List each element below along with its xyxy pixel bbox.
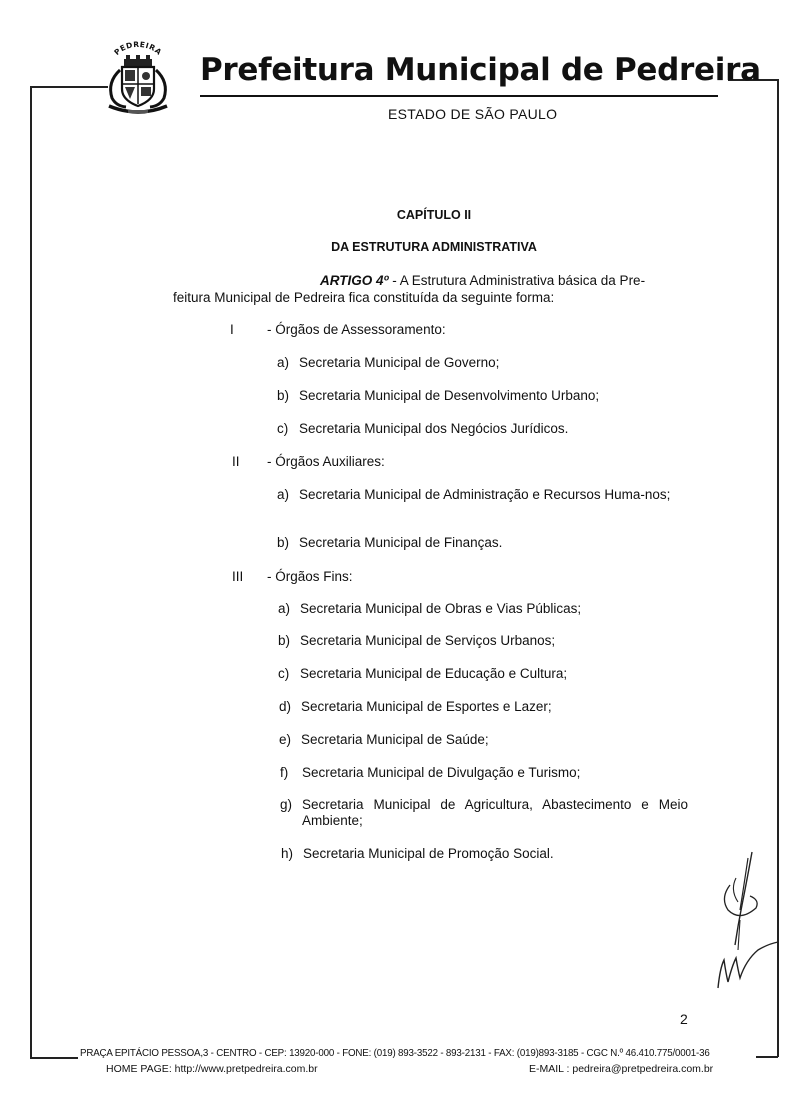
page-number: 2 <box>680 1011 688 1027</box>
item-marker: d) <box>279 699 292 714</box>
frame-top-left <box>30 86 108 88</box>
article-text-2: feitura Municipal de Pedreira fica constituída da seguinte forma: <box>173 290 555 305</box>
svg-text:PEDREIRA <box>112 40 163 57</box>
page-title: Prefeitura Municipal de Pedreira <box>200 52 761 88</box>
signature-icon <box>700 850 790 1000</box>
seal-text: PEDREIRA <box>112 40 164 57</box>
section-title: - Órgãos de Assessoramento: <box>267 322 446 337</box>
item-text: Secretaria Municipal de Finanças. <box>299 535 503 550</box>
list-item <box>278 666 686 682</box>
frame-bottom-right <box>756 1056 778 1058</box>
list-item <box>279 732 687 748</box>
item-text: Secretaria Municipal de Educação e Cultura; <box>300 666 568 681</box>
list-item <box>280 765 688 781</box>
item-text: Secretaria Municipal de Agricultura, Abastecimento e Meio Ambiente; <box>302 797 688 828</box>
list-item <box>277 388 685 404</box>
list-item <box>278 633 686 649</box>
item-marker: b) <box>277 388 290 403</box>
item-marker: f) <box>280 765 289 780</box>
item-text: Secretaria Municipal de Divulgação e Turismo; <box>302 765 581 780</box>
item-text: Secretaria Municipal dos Negócios Jurídicos. <box>299 421 569 436</box>
item-text: Secretaria Municipal de Obras e Vias Públicas; <box>300 601 582 616</box>
section-title: - Órgãos Auxiliares: <box>267 454 385 469</box>
item-text: Secretaria Municipal de Administração e Recursos Huma-nos; <box>299 487 671 502</box>
state-name: ESTADO DE SÃO PAULO <box>388 106 558 122</box>
list-item <box>281 846 689 862</box>
item-text: Secretaria Municipal de Governo; <box>299 355 500 370</box>
section-numeral: I <box>230 322 234 337</box>
item-marker: b) <box>277 535 290 550</box>
list-item <box>277 535 685 551</box>
item-marker: h) <box>281 846 294 861</box>
item-text: Secretaria Municipal de Desenvolvimento Urbano; <box>299 388 600 403</box>
list-item <box>277 355 685 371</box>
footer-email: E-MAIL : pedreira@pretpedreira.com.br <box>529 1063 714 1075</box>
item-text: Secretaria Municipal de Promoção Social. <box>303 846 554 861</box>
item-marker: g) <box>280 797 293 812</box>
article-text-1: - A Estrutura Administrativa básica da Pre- <box>388 273 646 288</box>
item-text: Secretaria Municipal de Saúde; <box>301 732 489 747</box>
footer-home-page: HOME PAGE: http://www.pretpedreira.com.br <box>106 1063 318 1075</box>
item-marker: c) <box>278 666 290 681</box>
footer-address: PRAÇA EPITÁCIO PESSOA,3 - CENTRO - CEP: 13920-000 - FONE: (019) 893-3522 - 893-2131 - FAX: (019)893-3185 - CGC N.º 46.410.775/0001-36 <box>80 1047 710 1059</box>
chapter-title: CAPÍTULO II <box>396 208 472 222</box>
item-marker: b) <box>278 633 291 648</box>
item-marker: c) <box>277 421 289 436</box>
municipal-crest-icon <box>104 40 172 118</box>
item-marker: a) <box>277 355 290 370</box>
section-numeral: III <box>232 569 244 584</box>
frame-bottom-left <box>30 1057 78 1059</box>
chapter-subtitle: DA ESTRUTURA ADMINISTRATIVA <box>331 240 537 254</box>
item-text: Secretaria Municipal de Serviços Urbanos; <box>300 633 556 648</box>
list-item <box>280 797 688 829</box>
item-marker: a) <box>278 601 291 616</box>
article-intro <box>320 273 645 288</box>
list-item <box>279 699 687 715</box>
item-text: Secretaria Municipal de Esportes e Lazer; <box>301 699 552 714</box>
frame-left <box>30 86 32 1058</box>
list-item <box>278 601 686 617</box>
section-numeral: II <box>232 454 240 469</box>
list-item <box>277 487 683 503</box>
item-marker: e) <box>279 732 292 747</box>
article-label: ARTIGO 4º <box>320 273 389 288</box>
title-underline <box>200 95 718 97</box>
section-title: - Órgãos Fins: <box>267 569 353 584</box>
list-item <box>277 421 685 437</box>
item-marker: a) <box>277 487 290 502</box>
